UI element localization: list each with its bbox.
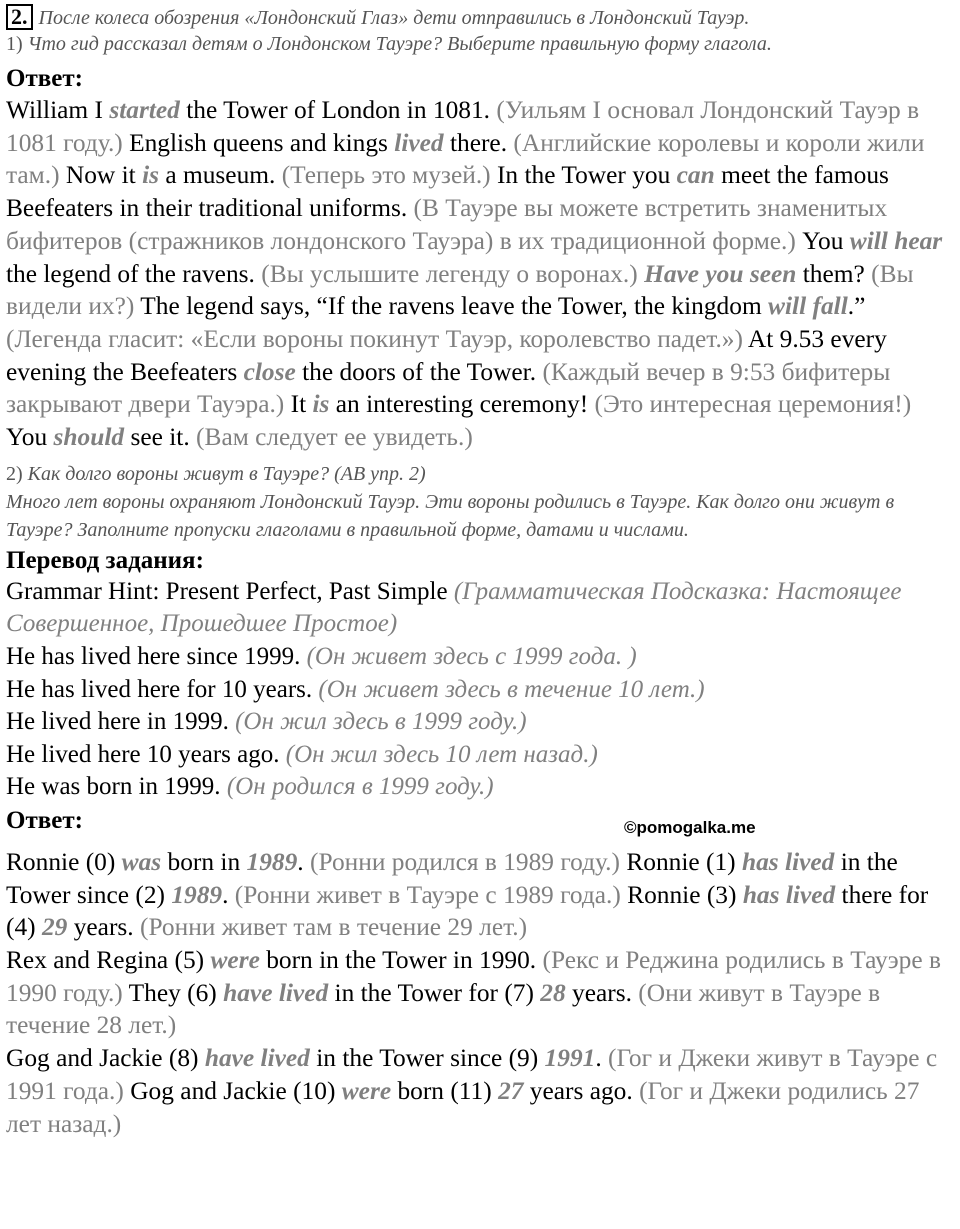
verb-answer: Have you seen [644, 259, 797, 288]
text-run: born in the Tower in 1990. [259, 946, 543, 974]
question-1 [6, 31, 956, 58]
russian-translation: (Гог и Джеки живут в Тауэре с 1991 года.) [6, 1044, 938, 1105]
text-run: Gog and Jackie (8) [6, 1044, 205, 1073]
russian-translation: (Гог и Джеки родились 27 лет назад.) [6, 1076, 920, 1138]
english-text: He was born in 1999. [6, 773, 227, 801]
russian-translation: (Ронни живет в Тауэре с 1989 года.) [234, 880, 621, 909]
text-run: meet the famous Beefeaters in their traditional uniforms. [6, 161, 889, 223]
text-run: in the Tower for (7) [328, 978, 541, 1007]
verb-answer: was [121, 847, 162, 876]
answer-2-paragraph-2 [6, 944, 956, 1042]
text-run: . [595, 1044, 609, 1073]
text-run: .” [847, 292, 866, 321]
text-run: the doors of the Tower. [295, 357, 543, 386]
number-answer: 28 [540, 978, 566, 1007]
verb-answer: has lived [741, 847, 835, 876]
russian-translation: (Английские королевы и короли жили там.) [6, 128, 925, 190]
russian-translation: (Рекс и Реджина родились в Тауэре в 1990 году.) [6, 946, 941, 1007]
question-1-number: 1) [6, 33, 23, 55]
text-run: born (11) [391, 1076, 499, 1105]
translation-line [6, 641, 956, 674]
verb-answer: were [341, 1076, 392, 1105]
russian-translation: (Каждый вечер в 9:53 бифитеры закрывают двери Тауэра.) [6, 357, 891, 419]
text-run: years ago. [523, 1076, 640, 1105]
verb-answer: is [142, 161, 160, 190]
answer-2-header-row [6, 804, 956, 846]
text-run: In the Tower you [490, 161, 677, 190]
watermark: ©pomogalka.me [624, 817, 756, 837]
text-run: born in [161, 847, 247, 876]
english-text: He lived here 10 years ago. [6, 740, 286, 768]
text-run: an interesting ceremony! [329, 390, 595, 419]
russian-translation: (Он живет здесь с 1999 года. ) [306, 642, 637, 670]
text-run: years. [565, 978, 639, 1007]
verb-answer: should [53, 423, 125, 452]
verb-answer: can [676, 161, 715, 190]
translation-line [6, 739, 956, 772]
text-run: in the Tower since (9) [309, 1044, 545, 1073]
text-run: You [6, 423, 54, 452]
number-answer: 1989 [246, 847, 298, 876]
answer-2-paragraph-1 [6, 846, 956, 944]
russian-translation: (Уильям I основал Лондонский Тауэр в 1081 году.) [6, 96, 920, 157]
text-run: Ronnie (3) [620, 880, 743, 909]
russian-translation: (Он живет здесь в течение 10 лет.) [318, 675, 705, 703]
question-2-number: 2) [6, 462, 23, 485]
verb-answer: close [243, 357, 296, 386]
answer-2-paragraph-3 [6, 1042, 956, 1140]
translation-line [6, 771, 956, 804]
verb-answer: lived [394, 128, 444, 157]
number-answer: 29 [41, 913, 68, 942]
russian-translation: (Он жил здесь в 1999 году.) [235, 708, 527, 736]
task-number: 2. [6, 4, 33, 30]
russian-translation: (Они живут в Тауэре в течение 28 лет.) [6, 978, 881, 1040]
english-text: He lived here in 1999. [6, 708, 236, 736]
text-run: They (6) [122, 978, 224, 1007]
question-2-description: Много лет вороны охраняют Лондонский Тауэр. Эти вороны родились в Тауэре. Как долго они живут в Тауэре? Заполните пропуски глаголами в правильной форме, датами и числами. [6, 490, 895, 541]
verb-answer: has lived [742, 880, 836, 909]
verb-answer: is [312, 390, 330, 419]
russian-translation: (В Тауэре вы можете встретить знаменитых бифитеров (стражников лондонского Тауэра) в их традиционной форме.) [6, 194, 888, 255]
verb-answer: will hear [849, 226, 943, 255]
english-text: He has lived here since 1999. [6, 642, 307, 670]
russian-translation: (Он жил здесь 10 лет назад.) [285, 740, 598, 768]
task-intro: После колеса обозрения «Лондонский Глаз» дети отправились в Лондонский Тауэр. [38, 7, 750, 29]
russian-translation: (Он родился в 1999 году.) [226, 773, 494, 801]
text-run: You [795, 226, 850, 255]
text-run: At 9.53 every evening the Beefeaters [6, 324, 887, 386]
russian-translation: (Грамматическая Подсказка: Настоящее Совершенное, Прошедшее Простое) [6, 577, 902, 638]
number-answer: 1991 [544, 1044, 596, 1073]
text-run: William I [6, 96, 110, 124]
number-answer: 27 [498, 1076, 524, 1105]
task-header [6, 4, 956, 31]
text-run: a museum. [159, 161, 282, 190]
text-run: years. [67, 913, 140, 942]
text-run: Ronnie (1) [619, 847, 742, 876]
translation-line [6, 576, 956, 641]
translation-line [6, 706, 956, 739]
russian-translation: (Это интересная церемония!) [594, 390, 912, 419]
question-1-text: Что гид рассказал детям о Лондонском Тауэре? Выберите правильную форму глагола. [27, 33, 772, 55]
text-run: It [284, 390, 313, 419]
russian-translation: (Ронни родился в 1989 году.) [310, 847, 620, 876]
translation-heading: Перевод задания: [6, 546, 204, 574]
text-run: in the Tower since (2) [6, 847, 898, 909]
text-run: The legend says, “If the ravens leave the Tower, the kingdom [134, 292, 769, 321]
russian-translation: (Вы услышите легенду о воронах.) [261, 259, 638, 288]
text-run: Now it [59, 161, 143, 190]
text-run: English queens and kings [122, 128, 395, 157]
number-answer: 1989 [171, 880, 223, 909]
russian-translation: (Ронни живет там в течение 29 лет.) [139, 913, 528, 942]
text-run: see it. [124, 423, 197, 452]
russian-translation: (Вы видели их?) [6, 259, 914, 321]
answer-2-heading: Ответ: [6, 806, 83, 834]
russian-translation: (Легенда гласит: «Если вороны покинут Тауэр, королевство падет.») [6, 324, 743, 353]
text-run: them? [796, 259, 872, 288]
text-run: Ronnie (0) [6, 847, 122, 876]
verb-answer: have lived [204, 1044, 310, 1073]
text-run: . [222, 880, 235, 909]
text-run: there. [443, 128, 514, 157]
answer-1-text [6, 94, 956, 454]
verb-answer: started [109, 96, 180, 124]
verb-answer: were [210, 946, 260, 974]
text-run: . [297, 847, 310, 876]
english-text: He has lived here for 10 years. [6, 675, 319, 703]
translation-line [6, 674, 956, 707]
russian-translation: (Вам следует ее увидеть.) [196, 423, 473, 452]
verb-answer: will fall [768, 292, 848, 321]
text-run: the Tower of London in 1081. [179, 96, 497, 124]
text-run: Rex and Regina (5) [6, 946, 211, 974]
text-run: Gog and Jackie (10) [123, 1076, 342, 1105]
russian-translation: (Теперь это музей.) [281, 161, 491, 190]
answer-1-heading: Ответ: [6, 65, 83, 92]
verb-answer: have lived [223, 978, 329, 1007]
english-text: Grammar Hint: Present Perfect, Past Simple [6, 577, 454, 605]
question-2 [6, 460, 956, 488]
text-run: the legend of the ravens. [6, 259, 262, 288]
text-run: there for (4) [6, 880, 929, 942]
question-2-title: Как долго вороны живут в Тауэре? (АВ упр. 2) [27, 462, 426, 485]
page [6, 4, 956, 1140]
